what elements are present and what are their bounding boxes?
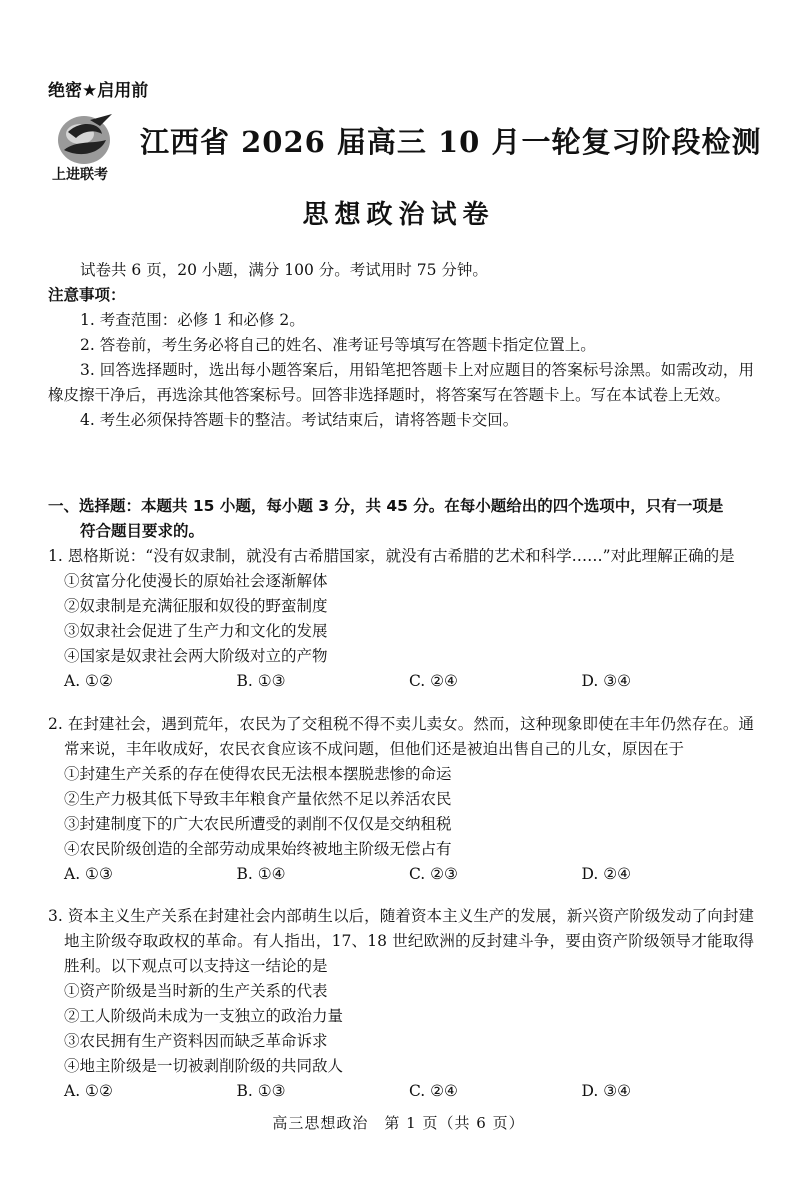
- page-footer: 高三思想政治 第 1 页（共 6 页）: [272, 1114, 525, 1132]
- section-heading: [48, 494, 754, 544]
- notice-item: 3. 回答选择题时，选出每小题答案后，用铅笔把答题卡上对应题目的答案标号涂黑。如需改动，用橡皮擦干净后，再选涂其他答案标号。回答非选择题时，将答案写在答题卡上。写在本试卷上无效。: [48, 361, 754, 404]
- notice-item: 4. 考生必须保持答题卡的整洁。考试结束后，请将答题卡交回。: [80, 411, 519, 429]
- exam-subtitle: 思想政治试卷: [302, 200, 495, 230]
- question-stem: 3. 资本主义生产关系在封建社会内部萌生以后，随着资本主义生产的发展，新兴资产阶级发动了向封建地主阶级夺取政权的革命。有人指出，17、18 世纪欧洲的反封建斗争，要由资产阶级领导才能取得胜利。以下观点可以支持这一结论的是: [48, 907, 754, 975]
- option-d: D. ②④: [581, 865, 632, 883]
- option-d: D. ③④: [581, 672, 632, 690]
- exam-title: 江西省 2026 届高三 10 月一轮复习阶段检测: [140, 125, 762, 159]
- option-c: C. ②③: [409, 865, 458, 883]
- answer-options: [48, 669, 754, 694]
- statement-item: ④农民阶级创造的全部劳动成果始终被地主阶级无偿占有: [64, 840, 452, 858]
- statement-item: ④国家是奴隶社会两大阶级对立的产物: [64, 647, 328, 665]
- logo-text: 上进联考: [52, 167, 108, 183]
- statement-item: ②奴隶制是充满征服和奴役的野蛮制度: [64, 597, 328, 615]
- answer-options: [48, 1079, 754, 1104]
- statement-item: ①封建生产关系的存在使得农民无法根本摆脱悲惨的命运: [64, 765, 452, 783]
- option-c: C. ②④: [409, 1082, 458, 1100]
- question-stem: 1. 恩格斯说：“没有奴隶制，就没有古希腊国家，就没有古希腊的艺术和科学……”对此理解正确的是: [48, 547, 735, 565]
- question-3: [48, 904, 754, 1104]
- section-heading-line: 一、选择题：本题共 15 小题，每小题 3 分，共 45 分。在每小题给出的四个选项中，只有一项是: [48, 497, 724, 515]
- notice-item: 2. 答卷前，考生务必将自己的姓名、准考证号等填写在答题卡指定位置上。: [80, 336, 596, 354]
- option-b: B. ①④: [236, 865, 286, 883]
- notice-title: 注意事项：: [48, 286, 126, 304]
- option-b: B. ①③: [236, 1082, 286, 1100]
- statement-item: ①资产阶级是当时新的生产关系的代表: [64, 982, 328, 1000]
- option-a: A. ①②: [64, 1082, 113, 1100]
- exam-intro: 试卷共 6 页，20 小题，满分 100 分。考试用时 75 分钟。: [80, 261, 488, 279]
- statement-item: ④地主阶级是一切被剥削阶级的共同敌人: [64, 1057, 344, 1075]
- option-a: A. ①②: [64, 672, 113, 690]
- question-stem: 2. 在封建社会，遇到荒年，农民为了交租税不得不卖儿卖女。然而，这种现象即使在丰年仍然存在。通常来说，丰年收成好，农民衣食应该不成问题，但他们还是被迫出售自己的儿女，原因在于: [48, 715, 754, 758]
- question-2: [48, 712, 754, 887]
- statement-item: ③封建制度下的广大农民所遭受的剥削不仅仅是交纳租税: [64, 815, 452, 833]
- notice-item: 1. 考查范围：必修 1 和必修 2。: [80, 311, 305, 329]
- statement-item: ②生产力极其低下导致丰年粮食产量依然不足以养活农民: [64, 790, 452, 808]
- statement-item: ②工人阶级尚未成为一支独立的政治力量: [64, 1007, 344, 1025]
- question-1: [48, 544, 754, 694]
- option-b: B. ①③: [236, 672, 286, 690]
- exam-info: [48, 258, 754, 433]
- statement-item: ③奴隶社会促进了生产力和文化的发展: [64, 622, 328, 640]
- answer-options: [48, 862, 754, 887]
- confidential-label: 绝密★启用前: [48, 81, 149, 101]
- statement-item: ③农民拥有生产资料因而缺乏革命诉求: [64, 1032, 328, 1050]
- option-c: C. ②④: [409, 672, 458, 690]
- option-a: A. ①③: [64, 865, 113, 883]
- section-heading-line: 符合题目要求的。: [80, 522, 205, 540]
- statement-item: ①贫富分化使漫长的原始社会逐渐解体: [64, 572, 328, 590]
- option-d: D. ③④: [581, 1082, 632, 1100]
